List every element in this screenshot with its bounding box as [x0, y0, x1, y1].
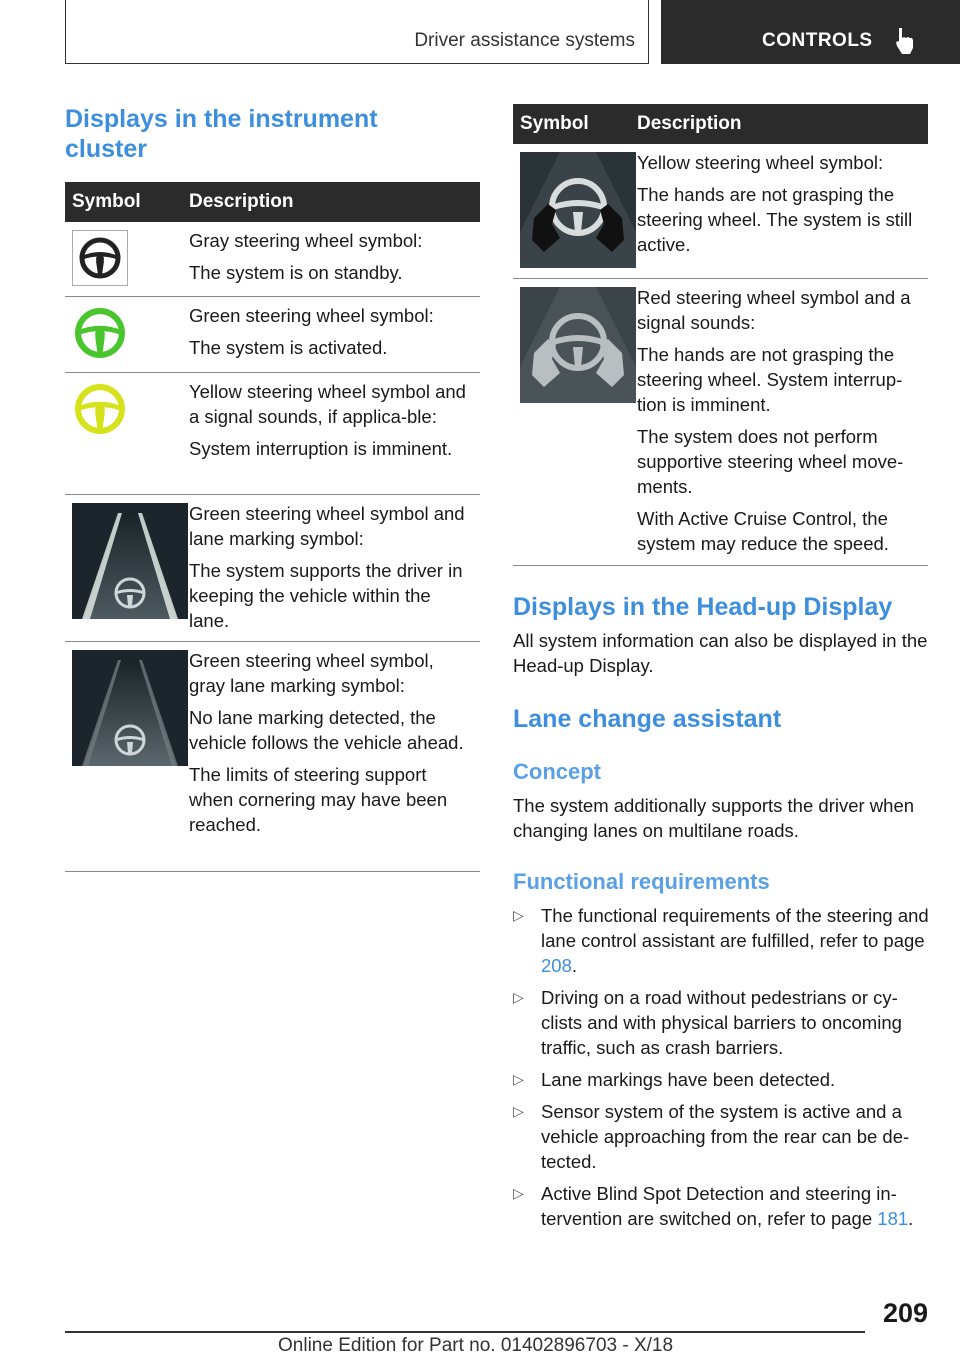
table-row [65, 373, 480, 495]
list-item: ▷ Driving on a road without pedestrians or cy-clists and with physical barriers to oncoming traffic, such as crash barriers. [513, 987, 902, 1058]
col-symbol: Symbol [520, 113, 589, 134]
row-text: The hands are not grasping the steering wheel. The system is still active. [637, 184, 913, 255]
requirements-list [513, 903, 933, 1238]
lane-marking-gray-icon [72, 650, 188, 766]
row-text: Green steering wheel symbol: [189, 305, 434, 326]
row-text: The system does not perform supportive steering wheel move-ments. [637, 426, 904, 497]
row-text: Red steering wheel symbol and a signal sounds: [637, 287, 911, 333]
list-item: ▷ Sensor system of the system is active and a vehicle approaching from the rear can be de-tected. [513, 1101, 910, 1172]
hands-off-table [513, 104, 928, 566]
row-text: With Active Cruise Control, the system may reduce the speed. [637, 508, 889, 554]
table-header [65, 182, 480, 222]
footer-edition: Online Edition for Part no. 01402896703 - X/18 [278, 1335, 674, 1356]
lane-marking-green-icon [72, 503, 188, 619]
footer-divider [65, 1331, 865, 1333]
list-item: ▷ The functional requirements of the steering and lane control assistant are fulfilled, refer to page 208. [513, 905, 929, 976]
row-text: No lane marking detected, the vehicle follows the vehicle ahead. [189, 707, 464, 753]
table-row [513, 144, 928, 279]
header-section-title: Driver assistance systems [414, 30, 635, 51]
row-text: The limits of steering support when cornering may have been reached. [189, 764, 448, 835]
table-row [65, 642, 480, 872]
page-link[interactable]: 181 [877, 1208, 909, 1229]
hud-text: All system information can also be displayed in the Head-up Display. [513, 630, 928, 676]
row-text: The system is on standby. [189, 262, 403, 283]
triangle-bullet-icon: ▷ [513, 1185, 524, 1201]
concept-text: The system additionally supports the driver when changing lanes on multilane roads. [513, 795, 915, 841]
triangle-bullet-icon: ▷ [513, 989, 524, 1005]
row-text: Green steering wheel symbol, gray lane marking symbol: [189, 650, 434, 696]
concept-title: Concept [513, 759, 601, 784]
table-row [65, 495, 480, 642]
triangle-bullet-icon: ▷ [513, 907, 524, 923]
row-text: Gray steering wheel symbol: [189, 230, 423, 251]
col-description: Description [189, 191, 294, 212]
table-row [65, 222, 480, 297]
triangle-bullet-icon: ▷ [513, 1103, 524, 1119]
header-chapter-title: CONTROLS [762, 30, 873, 51]
list-item: ▷ Active Blind Spot Detection and steering in-tervention are switched on, refer to page 181. [513, 1183, 914, 1229]
row-text: Yellow steering wheel symbol: [637, 152, 884, 173]
row-text: Green steering wheel symbol and lane marking symbol: [189, 503, 465, 549]
row-text: Yellow steering wheel symbol and a signal sounds, if applica-ble: [189, 381, 466, 427]
hand-pointer-icon [893, 26, 919, 56]
row-text: The hands are not grasping the steering wheel. System interrup-tion is imminent. [637, 344, 903, 415]
green-steering-wheel-icon [72, 305, 128, 361]
instrument-cluster-table [65, 182, 480, 872]
col-symbol: Symbol [72, 191, 141, 212]
lane-change-title: Lane change assistant [513, 705, 782, 733]
page-number: 209 [882, 1298, 928, 1328]
table-header [513, 104, 928, 144]
gray-steering-wheel-icon [72, 230, 128, 286]
row-text: The system supports the driver in keeping the vehicle within the lane. [189, 560, 463, 631]
hands-yellow-wheel-icon [520, 152, 636, 268]
col-description: Description [637, 113, 742, 134]
table-row [65, 297, 480, 373]
list-item: ▷ Lane markings have been detected. [513, 1069, 836, 1090]
hands-red-wheel-icon [520, 287, 636, 403]
yellow-steering-wheel-icon [72, 381, 128, 437]
requirements-title: Functional requirements [513, 869, 770, 894]
page-link[interactable]: 208 [541, 955, 572, 976]
row-text: System interruption is imminent. [189, 438, 453, 459]
row-text: The system is activated. [189, 337, 388, 358]
triangle-bullet-icon: ▷ [513, 1071, 524, 1087]
table-row [513, 279, 928, 566]
instrument-cluster-title: Displays in the instrument cluster [65, 105, 378, 163]
hud-title: Displays in the Head-up Display [513, 593, 893, 621]
